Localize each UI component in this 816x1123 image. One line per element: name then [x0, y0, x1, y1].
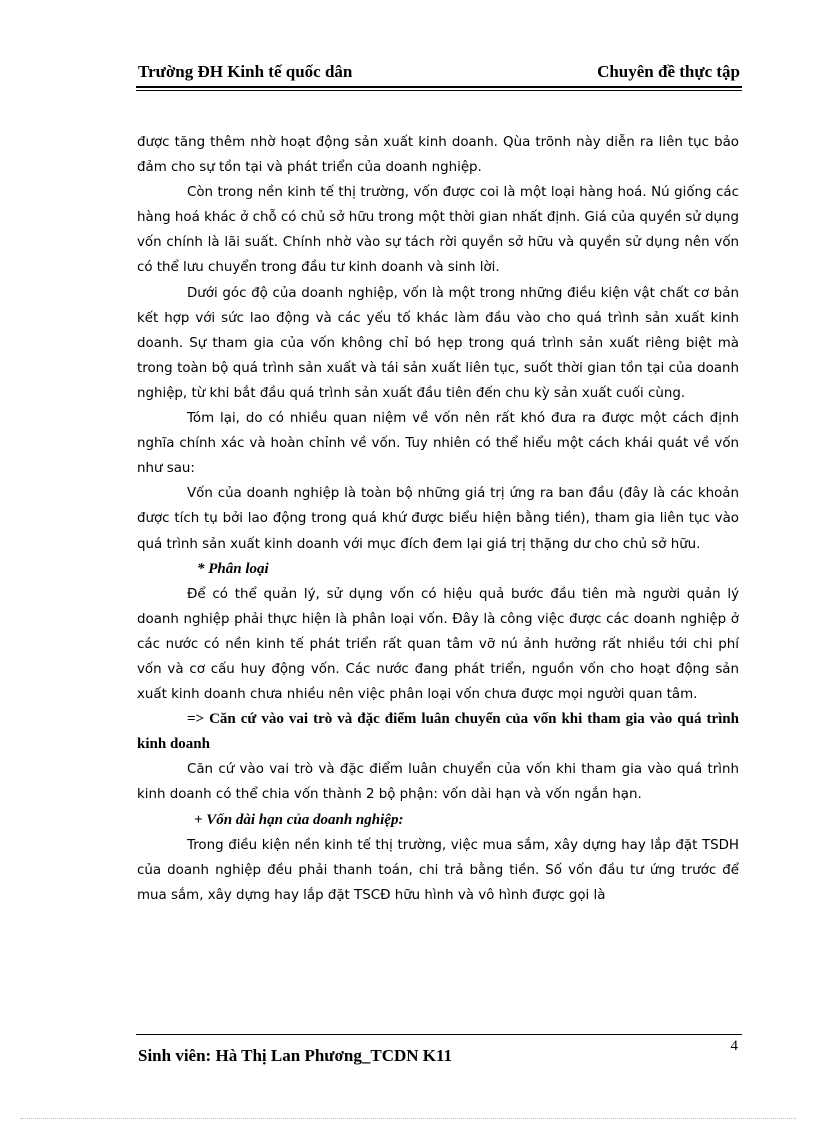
page-header [138, 62, 740, 86]
paragraph-6: Để có thể quản lý, sử dụng vốn có hiệu quả bước đầu tiên mà người quản lý doanh nghiệp phải thực hiện là phân loại vốn. Đây là công việc được các doanh nghiệp ở các nước có nền kinh tế phát triển rất quan tâm vỡ nú ảnh hưởng rất nhiều tới chi phí vốn và cơ cấu huy động vốn. Các nước đang phát triển, nguồn vốn cho hoạt động sản xuất kinh doanh chưa nhiều nên việc phân loại vốn chưa được mọi người quan tâm. [137, 586, 739, 703]
paragraph-1: được tăng thêm nhờ hoạt động sản xuất kinh doanh. Qùa trõnh này diễn ra liên tục bảo đảm cho sự tồn tại và phát triển của doanh nghiệp. [137, 135, 739, 176]
heading-classification: * Phân loại [197, 560, 269, 577]
paragraph-5: Vốn của doanh nghiệp là toàn bộ những giá trị ứng ra ban đầu (đây là các khoản được tích tụ bởi lao động trong quá khứ được biểu hiện bằng tiền), tham gia liên tục vào quá trình sản xuất kinh doanh với mục đích đem lại giá trị thặng dư cho chủ sở hữu. [137, 486, 739, 552]
page-bottom-dotted-edge [20, 1118, 796, 1119]
page-number: 4 [730, 1038, 738, 1054]
paragraph-2: Còn trong nền kinh tế thị trường, vốn được coi là một loại hàng hoá. Nú giống các hàng hoá khác ở chỗ có chủ sở hữu trong một thời gian nhất định. Giá của quyền sử dụng vốn chính là lãi suất. Chính nhờ vào sự tách rời quyền sở hữu và quyền sử dụng nên vốn có thể lưu chuyển trong đầu tư kinh doanh và sinh lời. [137, 185, 740, 276]
paragraph-3: Dưới góc độ của doanh nghiệp, vốn là một trong những điều kiện vật chất cơ bản kết hợp với sức lao động và các yếu tố khác làm đầu vào cho quá trình sản xuất kinh doanh. Sự tham gia của vốn không chỉ bó hẹp trong quá trình sản xuất riêng biệt mà trong toàn bộ quá trình sản xuất và tái sản xuất liên tục, suốt thời gian tồn tại của doanh nghiệp, từ khi bắt đầu quá trình sản xuất đầu tiên đến chu kỳ sản xuất cuối cùng. [137, 285, 739, 401]
header-university: Trường ĐH Kinh tế quốc dân [138, 62, 353, 81]
paragraph-8: Trong điều kiện nền kinh tế thị trường, việc mua sắm, xây dựng hay lắp đặt TSDH của doanh nghiệp đều phải thanh toán, chi trả bằng tiền. Số vốn đầu tư ứng trước để mua sắm, xây dựng hay lắp đặt TSCĐ hữu hình và vô hình được gọi là [137, 837, 739, 903]
footer-student: Sinh viên: Hà Thị Lan Phương_TCDN K11 [138, 1046, 453, 1065]
heading-criteria: => Căn cứ vào vai trò và đặc điểm luân chuyển của vốn khi tham gia vào quá trình kinh doanh [137, 711, 739, 753]
paragraph-7: Căn cứ vào vai trò và đặc điểm luân chuyển của vốn khi tham gia vào quá trình kinh doanh có thể chia vốn thành 2 bộ phận: vốn dài hạn và vốn ngắn hạn. [137, 762, 739, 803]
body-text [137, 130, 739, 908]
header-title: Chuyên đề thực tập [597, 62, 740, 81]
heading-long-term-capital: + Vốn dài hạn của doanh nghiệp: [194, 811, 404, 828]
paragraph-4: Tóm lại, do có nhiều quan niệm về vốn nên rất khó đưa ra được một cách định nghĩa chính xác và hoàn chỉnh về vốn. Tuy nhiên có thể hiểu một cách khái quát về vốn như sau: [137, 411, 739, 477]
header-rule-thin [136, 90, 742, 91]
footer-rule [136, 1034, 742, 1035]
header-rule-thick [136, 86, 742, 88]
